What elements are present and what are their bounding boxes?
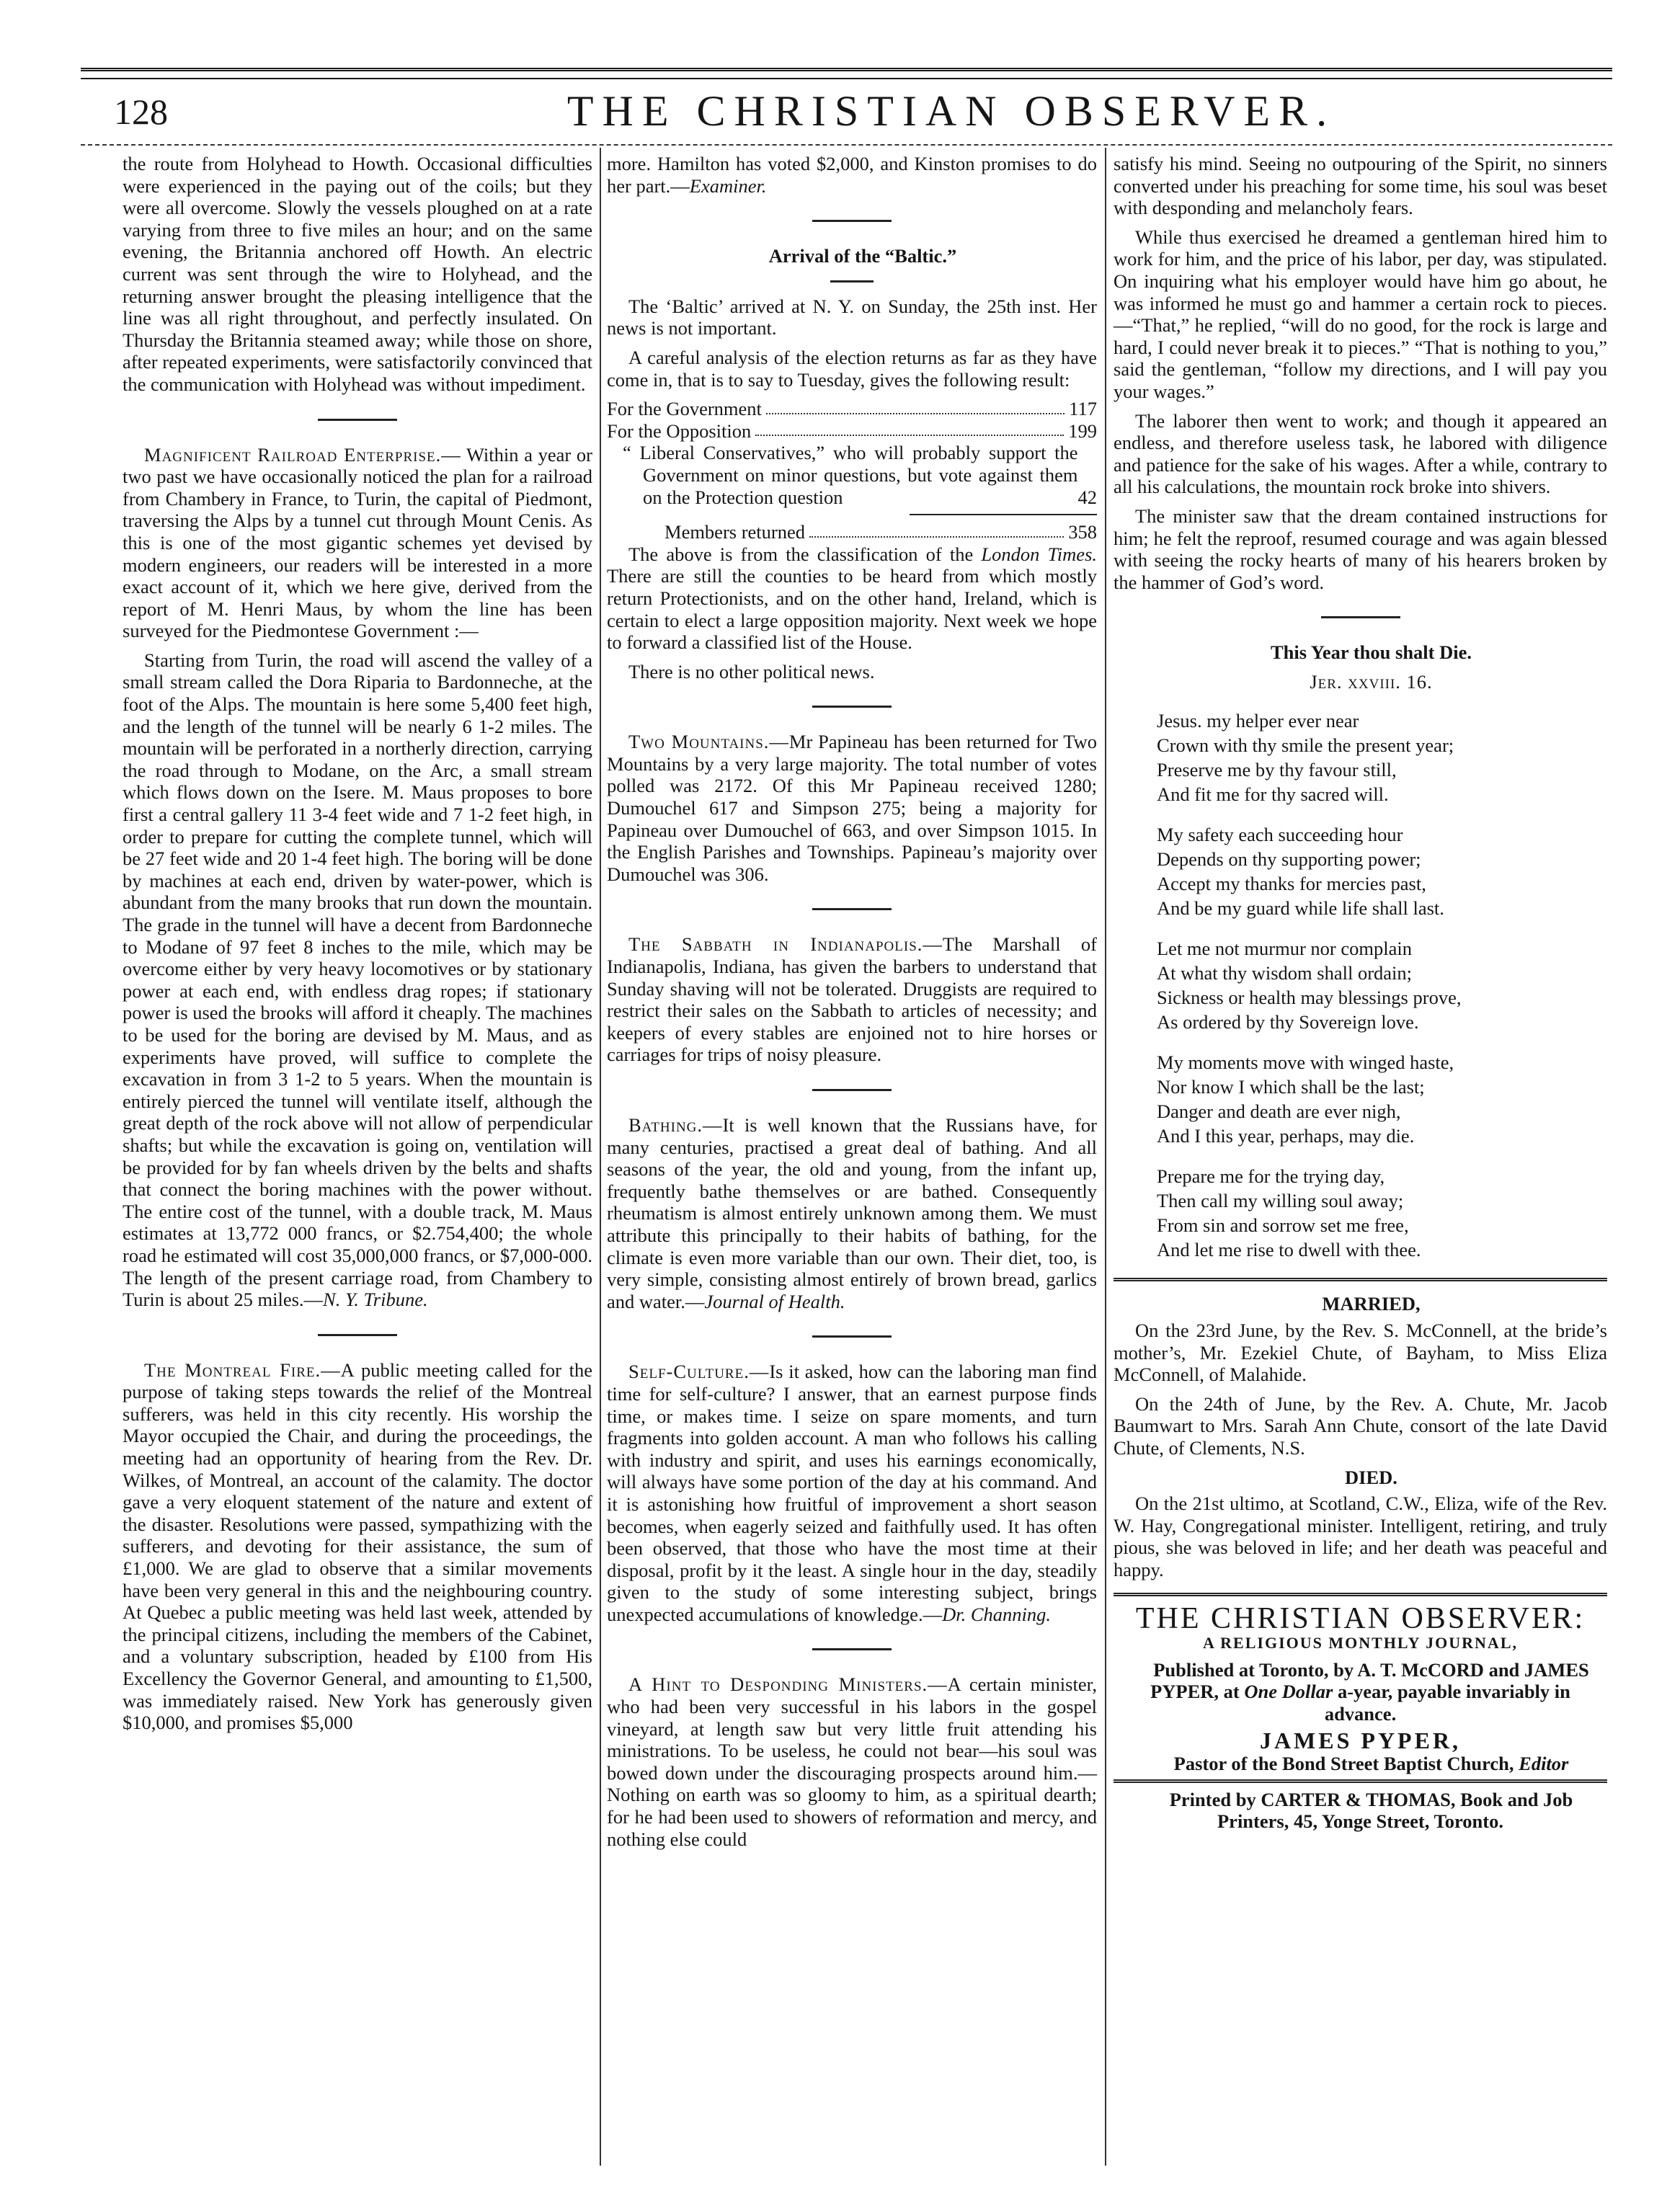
article-heading: Magnificent Railroad Enterprise.— xyxy=(144,443,461,466)
article-railroad-body: Starting from Turin, the road will ascend the valley of a small stream called the Dora Riparia to Bardonneche, at the foot of the Alps. The mountain is here some 5,400 feet high, and the length of the tunnel will be nearly 6 1-2 miles. The mountain will be perforated in a northerly direction, carrying the road through to Modane, on the Arc, a small stream which flows down on the Isere. M. Maus proposes to bore first a central gallery 11 3-4 feet wide and 7 1-2 feet high, in order to prepare for cutting the complete tunnel, which will be 27 feet wide and 20 1-4 feet high. The boring will be done by machines at each end, driven by water-power, which is abundant from the many brooks that run down the mountain. The grade in the tunnel will have a decent from Bardonneche to Modane of 97 feet 8 inches to the mile, which may be overcome either by very heavy locomotives or by stationary power at each end, with endless drag ropes; if stationary power is used the brooks will afford it cheaply. The machines to be used for the boring are devised by M. Maus, and as experiments have proved, will suffice to complete the excavation in from 3 1-2 to 5 years. When the mountain is entirely pierced the tunnel will ventilate itself, although the great depth of the rock above will not allow of perpendicular shafts; but while the excavation is going on, ventilation will be provided for by fan wheels driven by the belts and shafts that connect the boring machines with the power without. The entire cost of the tunnel, with a double track, M. Maus estimates at 13,772 000 francs, or $2.754,400; the whole road he estimated will cost 35,000,000 francs, or $7,000-000. The length of the present carriage road, from Chambery to Turin is about 25 miles.—N. Y. Tribune. xyxy=(123,649,592,1311)
died-heading: DIED. xyxy=(1345,1466,1397,1488)
section-double-rule xyxy=(1114,1779,1607,1783)
vote-row: “ Liberal Conservatives,” who will probably support the Government on minor questions, but vote against them on the Protection question 42 xyxy=(623,442,1097,508)
short-separator xyxy=(830,280,874,283)
article-montreal-fire: The Montreal Fire.—A public meeting called for the purpose of taking steps towards the relief of the Montreal sufferers, was held in this city recently. His worship the Mayor occupied the Chair, and during the proceedings, the meeting had an opportunity of hearing from the Rev. Dr. Wilkes, of Montreal, an account of the calamity. The doctor gave a very eloquent statement of the nature and extent of the disaster. Resolutions were passed, sympathizing with the sufferers, and devoting for their assistance, the sum of £1,000. We are glad to observe that a similar movements have been very general in this and the neighbouring country. At Quebec a public meeting was held last week, attended by the principal citizens, including the members of the Cabinet, and a voluntary subscription, headed by £100 from His Excellency the Governor General, and amounting to £1,500, was immediately raised. New York has generously given $10,000, and promises $5,000 xyxy=(123,1358,592,1734)
article-paragraph: The minister saw that the dream contained instructions for him; he felt the reproof, resumed courage and was again blessed with seeing the rocky hearts of many of his hearers broken by the hammer of God’s word. xyxy=(1114,504,1607,593)
baltic-paragraph: A careful analysis of the election returns as far as they have come in, that is to say to Tuesday, gives the following result: xyxy=(607,346,1097,391)
article-bathing: Bathing.—It is well known that the Russians have, for many centuries, practised a great deal of bathing. And all seasons of the year, the old and young, from the infant up, frequently bathe themselves or are bathed. Consequently rheumatism is almost entirely unknown among them. We must attribute this principally to their habits of bathing, for the climate is even more variable than our own. Their diet, too, is very simple, consisting almost entirely of brown bread, garlics and water.—Journal of Health. xyxy=(607,1114,1097,1312)
poem-stanza: Prepare me for the trying day, Then call my willing soul away; From sin and sorrow set me free, And let me rise to dwell with thee. xyxy=(1157,1165,1421,1261)
vote-row: For the Opposition 199 xyxy=(607,419,1097,442)
article-self-culture: Self-Culture.—Is it asked, how can the laboring man find time for self-culture? I answer, that an earnest purpose finds time, or makes time. I seize on spare moments, and turn fragments into golden account. A man who follows his calling with industry and spirit, and uses his earnings economically, will always have some portion of the day at his command. And it is astonishing how fruitful of improvement a short season becomes, when eagerly seized and faithfully used. It has often been observed, that those who have the most time at their disposal, profit by it the least. A single hour in the day, steadily given to the study of some interesting subject, brings unexpected accumulations of knowledge.—Dr. Channing. xyxy=(607,1361,1097,1625)
editor-name: JAMES PYPER, xyxy=(1259,1727,1462,1753)
section-separator xyxy=(812,1335,892,1338)
source-citation: Examiner. xyxy=(689,174,767,197)
publication-subtitle: A RELIGIOUS MONTHLY JOURNAL, xyxy=(1203,1634,1518,1653)
column-divider-1 xyxy=(600,148,601,2166)
column-3 xyxy=(1114,153,1607,1840)
baltic-paragraph: There is no other political news. xyxy=(628,660,875,682)
header-top-rule xyxy=(81,68,1612,71)
poem-title: This Year thou shalt Die. xyxy=(1270,641,1472,664)
article-heading: The Montreal Fire.— xyxy=(144,1358,341,1381)
article-heading: Bathing.— xyxy=(628,1114,723,1136)
header-divider xyxy=(81,144,1612,153)
article-sabbath: The Sabbath in Indianapolis.—The Marshall of Indianapolis, Indiana, has given the barbers to understand that Sunday shaving will not be tolerated. Druggists are required to restrict their sales on the Sabbath to articles of necessity; and keepers of every stables are enjoined not to hire horses or carriages for trips of noisy pleasure. xyxy=(607,933,1097,1066)
section-separator xyxy=(812,220,892,222)
baltic-paragraph: The ‘Baltic’ arrived at N. Y. on Sunday, the 25th inst. Her news is not important. xyxy=(607,295,1097,339)
article-paragraph: The laborer then went to work; and though it appeared an endless, and therefore useless task, he labored with diligence and patience for the sake of his wages. After a while, contrary to all his calculations, the mountain rock broke into shivers. xyxy=(1114,409,1607,498)
poem xyxy=(1157,708,1607,1262)
notice-paragraph: On the 24th of June, by the Rev. A. Chute, Mr. Jacob Baumwart to Mrs. Sarah Ann Chute, consort of the late David Chute, of Clements, N.S. xyxy=(1114,1392,1607,1459)
article-hint-ministers: A Hint to Desponding Ministers.—A certain minister, who had been very successful in his labors in the gospel vineyard, at length saw but very little fruit attending his ministrations. To be useless, he could not bear—his soul was bowed down under the discouraging prospects around him.—Nothing on earth was so gloomy to him, as a spiritual dearth; for he had been used to showers of reformation and mercy, and nothing else could xyxy=(607,1673,1097,1850)
article-telegraph-continued: the route from Holyhead to Howth. Occasional difficulties were experienced in the paying out of the coils; but they were all overcome. Slowly the vessels ploughed on at a rate varying from three to five miles an hour; and on the same evening, the Britannia anchored off Howth. An electric current was sent through the wire to Holyhead, and the returning answer brought the pleasing intelligence that the line was all right throughout, and perfectly insulated. On Thursday the Britannia steamed away; while those on shore, after repeated experiments, were satisfactorily convinced that the communication with Holyhead was without impediment. xyxy=(123,153,592,395)
poem-stanza: My moments move with winged haste, Nor know I which shall be the last; Danger and death are ever nigh, And I this year, perhaps, may die. xyxy=(1157,1051,1454,1147)
baltic-paragraph: The above is from the classification of the London Times. There are still the counties to be heard from which mostly return Protectionists, and on the other hand, Ireland, which is certain to elect a large opposition majority. Next week we hope to forward a classified list of the House. xyxy=(607,543,1098,654)
poem-stanza: Let me not murmur nor complain At what thy wisdom shall ordain; Sickness or health may blessings prove, As ordered by thy Sovereign love. xyxy=(1157,938,1462,1033)
section-separator xyxy=(812,706,892,708)
section-double-rule xyxy=(1114,1593,1607,1596)
printer-imprint: Printed by CARTER & THOMAS, Book and Job Printers, 45, Yonge Street, Toronto. xyxy=(1169,1788,1573,1833)
article-paragraph: While thus exercised he dreamed a gentleman hired him to work for him, and the price of his labor, per day, was stipulated. On inquiring what his employer would have him go about, he was informed he must go and hammer a certain rock to pieces.—“That,” he replied, “will do no good, for the rock is large and hard, I could never break it to pieces.” “That is nothing to you,” said the gentleman, “follow my directions, and I will pay you your wages.” xyxy=(1114,226,1607,402)
editor-role: Pastor of the Bond Street Baptist Church, Editor xyxy=(1173,1753,1569,1775)
poem-reference: Jer. xxviii. 16. xyxy=(1310,670,1433,693)
poem-stanza: Jesus. my helper ever near Crown with thy smile the present year; Preserve me by thy favour still, And fit me for thy sacred will. xyxy=(1157,710,1454,806)
section-double-rule xyxy=(1114,1278,1607,1281)
married-heading: MARRIED, xyxy=(1322,1293,1421,1315)
section-separator xyxy=(812,1648,892,1650)
publication-title: THE CHRISTIAN OBSERVER: xyxy=(1135,1601,1586,1635)
column-1 xyxy=(123,153,592,1741)
notice-paragraph: On the 21st ultimo, at Scotland, C.W., Eliza, wife of the Rev. W. Hay, Congregational minister. Intelligent, retiring, and truly pious, she was beloved in life; and her death was peaceful and happy. xyxy=(1114,1493,1607,1580)
section-separator xyxy=(318,419,397,421)
article-title-baltic: Arrival of the “Baltic.” xyxy=(768,245,957,267)
vote-row: For the Government 117 xyxy=(607,398,1097,420)
source-citation: Dr. Channing. xyxy=(942,1603,1052,1625)
section-separator xyxy=(812,1089,892,1091)
publication-info: Published at Toronto, by A. T. McCORD and JAMES PYPER, at One Dollar a-year, payable invariably in advance. xyxy=(1150,1658,1589,1725)
article-heading: A Hint to Desponding Ministers.— xyxy=(628,1673,948,1696)
notice-paragraph: On the 23rd June, by the Rev. S. McConnell, at the bride’s mother’s, Mr. Ezekiel Chute, of Bayham, to Miss Eliza McConnell, of Malahide. xyxy=(1114,1320,1607,1386)
article-heading: The Sabbath in Indianapolis.— xyxy=(628,933,943,956)
article-hint-continued: satisfy his mind. Seeing no outpouring of the Spirit, no sinners converted under his preaching for some time, his soul was beset with desponding and melancholy fears. xyxy=(1114,153,1607,219)
source-citation: Journal of Health. xyxy=(704,1290,845,1312)
section-separator xyxy=(1321,616,1400,618)
masthead-title: THE CHRISTIAN OBSERVER. xyxy=(566,87,1336,135)
header-thin-rule xyxy=(81,78,1612,79)
source-citation: N. Y. Tribune. xyxy=(323,1289,428,1311)
section-separator xyxy=(318,1334,397,1336)
column-divider-2 xyxy=(1105,148,1106,2166)
article-two-mountains: Two Mountains.—Mr Papineau has been returned for Two Mountains by a very large majority. The total number of votes polled was 2172. Of this Mr Papineau received 1280; Dumouchel 617 and Simpson 275; being a majority for Papineau over Dumouchel of 663, and over Simpson 1015. In the English Parishes and Townships. Papineau’s majority over Dumouchel was 306. xyxy=(607,731,1097,885)
article-heading: Two Mountains.— xyxy=(628,731,789,753)
vote-total-row: Members returned 358 xyxy=(665,521,1097,543)
article-heading: Self-Culture.— xyxy=(628,1361,770,1383)
section-separator xyxy=(812,908,892,910)
column-2 xyxy=(607,153,1097,1857)
article-fire-continued: more. Hamilton has voted $2,000, and Kinston promises to do her part.—Examiner. xyxy=(607,153,1097,197)
poem-stanza: My safety each succeeding hour Depends on thy supporting power; Accept my thanks for mercies past, And be my guard while life shall last. xyxy=(1157,824,1444,920)
article-railroad-intro: Magnificent Railroad Enterprise.— Within a year or two past we have occasionally noticed the plan for a railroad from Chambery in France, to Turin, the capital of Piedmont, traversing the Alps by a tunnel cut through Mount Cenis. As this is one of the most gigantic schemes yet devised by modern engineers, our readers will be interested in a more exact account of it, which we here give, derived from the report of M. Henri Maus, by whom the line has been surveyed for the Piedmontese Government :— xyxy=(123,443,592,642)
page-number: 128 xyxy=(114,92,168,132)
